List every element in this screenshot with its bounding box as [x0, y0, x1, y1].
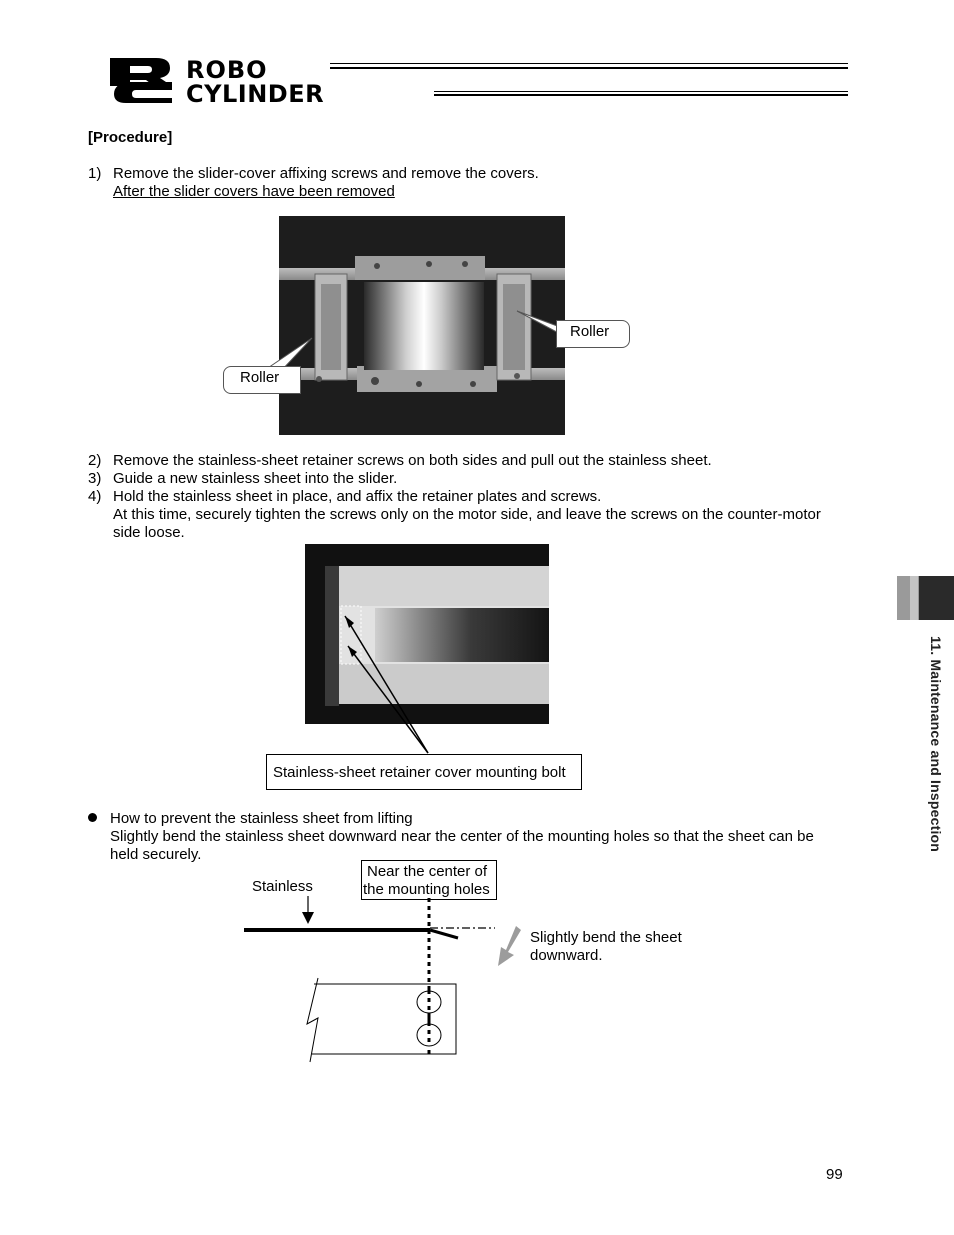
roller-callout-right-label: Roller [570, 323, 610, 340]
procedure-heading: [Procedure] [88, 129, 173, 146]
step-3-number: 3) [88, 470, 102, 487]
diagram-label-stainless: Stainless [252, 878, 313, 895]
side-tab-dark-block [919, 576, 954, 620]
logo-word-cylinder: CYLINDER [186, 80, 325, 104]
bullet-line-1: Slightly bend the stainless sheet downward near the center of the mounting holes so that the sheet can be [110, 828, 814, 845]
bullet-title: How to prevent the stainless sheet from lifting [110, 810, 413, 827]
step-1-number: 1) [88, 165, 102, 182]
step-1-caption: After the slider covers have been removed [113, 183, 395, 200]
roller-callout-left-label: Roller [240, 369, 280, 386]
step-4-number: 4) [88, 488, 102, 505]
diagram-center-label-line-2: the mounting holes [363, 881, 490, 898]
chapter-side-label: 11. Maintenance and Inspection [928, 636, 944, 853]
step-3-text: Guide a new stainless sheet into the slider. [113, 470, 398, 487]
page-number: 99 [826, 1166, 843, 1183]
diagram-bend-label-line-1: Slightly bend the sheet [530, 929, 682, 946]
diagram-bend-label-line-2: downward. [530, 947, 603, 964]
step-4-note-line-2: side loose. [113, 524, 185, 541]
diagram-center-label-line-1: Near the center of [367, 863, 488, 880]
step-4-text: Hold the stainless sheet in place, and affix the retainer plates and screws. [113, 488, 602, 505]
step-2-text: Remove the stainless-sheet retainer screws on both sides and pull out the stainless sheet. [113, 452, 712, 469]
step-1-text: Remove the slider-cover affixing screws and remove the covers. [113, 165, 539, 182]
step-4-note-line-1: At this time, securely tighten the screws only on the motor side, and leave the screws on the counter-motor [113, 506, 821, 523]
side-tab-mid-block [910, 576, 918, 620]
bullet-line-2: held securely. [110, 846, 202, 863]
logo-word-robo: ROBO [186, 56, 268, 84]
step-2-number: 2) [88, 452, 102, 469]
mounting-bolt-callout-label: Stainless-sheet retainer cover mounting bolt [273, 764, 566, 781]
